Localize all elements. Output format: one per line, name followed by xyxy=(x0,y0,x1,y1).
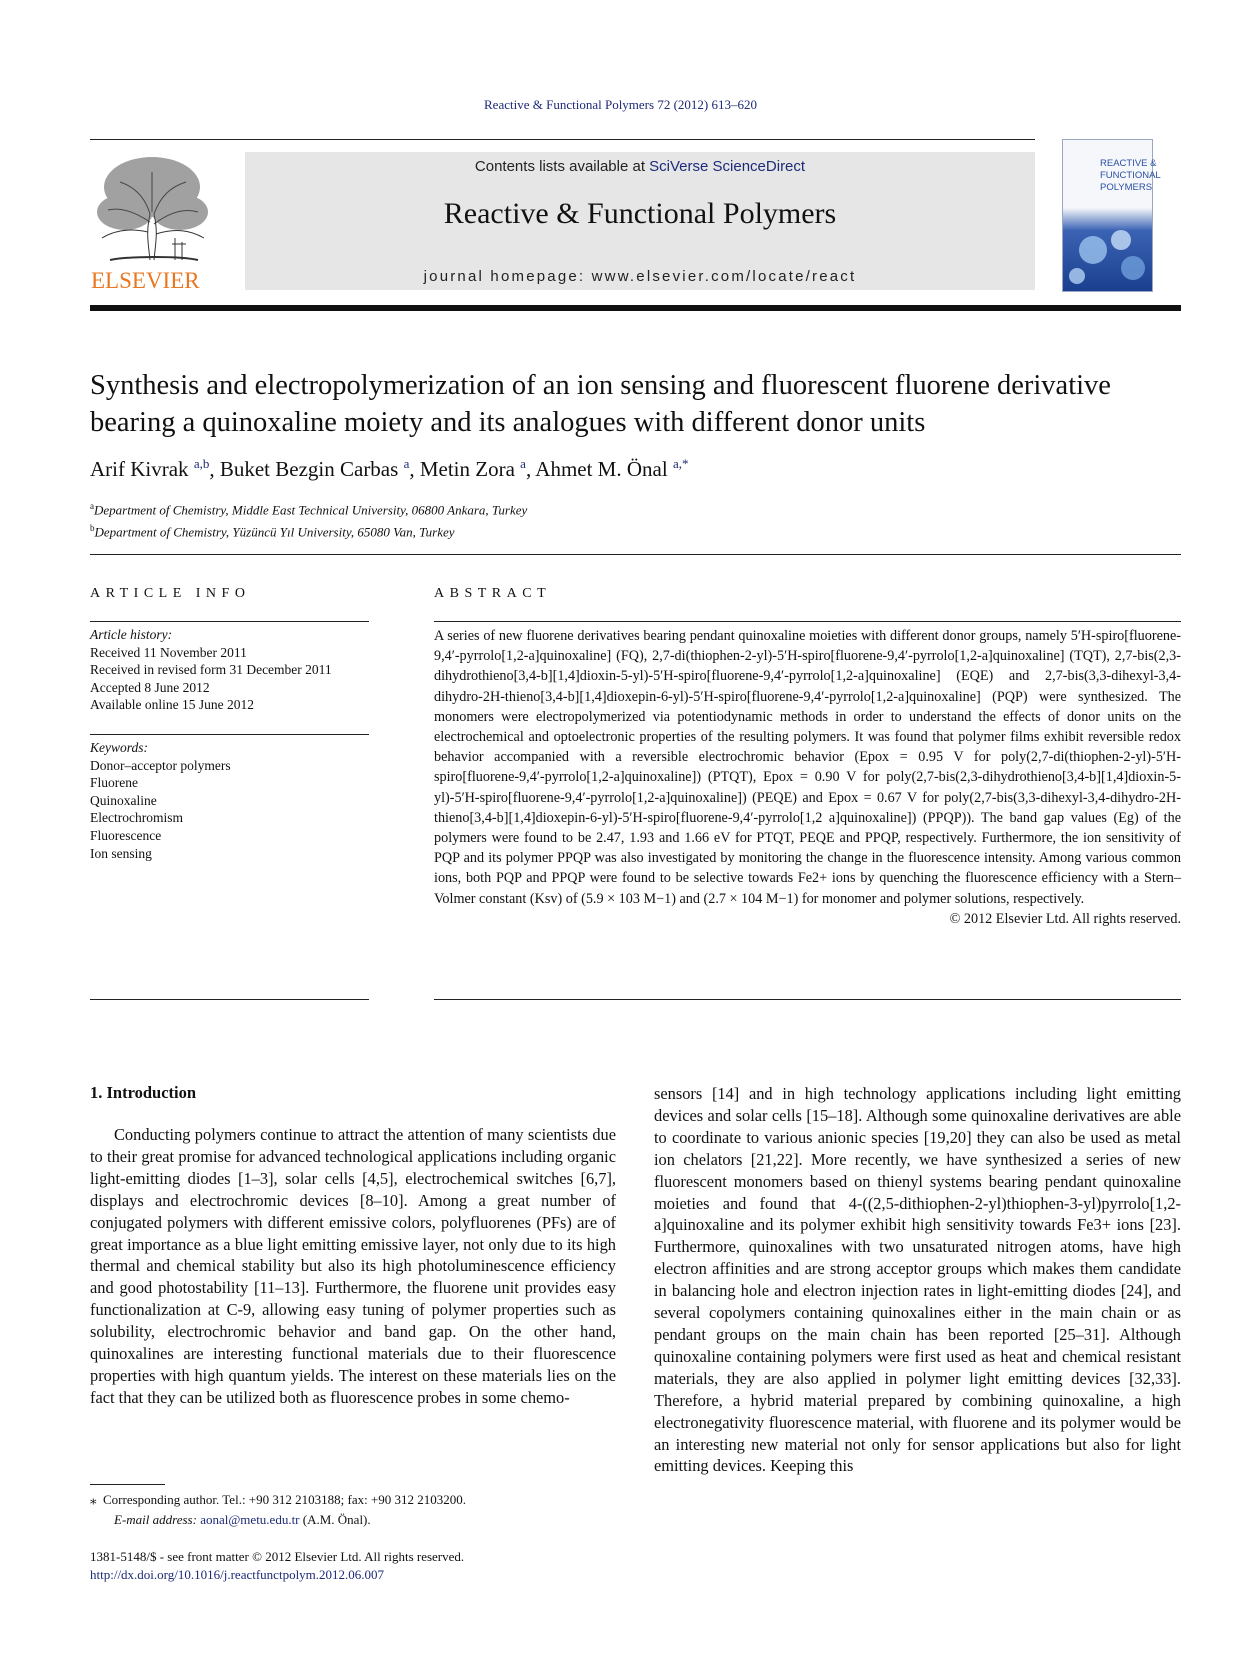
section-rule xyxy=(90,554,1181,555)
abstract-heading: ABSTRACT xyxy=(434,586,552,601)
introduction-left-column: Conducting polymers continue to attract the attention of many scientists due to their great promise for advanced technological applications including organic light-emitting diodes [1–3], solar cells [4,5], electrochemical switches [6,7], displays and electrochromic devices [8–10]. Among a great number of conjugated polymers with different emissive colors, polyfluorenes (PFs) are of great importance as a blue light emitting emissive layer, not only due to its high thermal and chemical stability but also its high photoluminescence efficiency and good photostability [11–13]. Furthermore, the fluorene unit provides easy functionalization at C-9, allowing easy tuning of polymer properties such as solubility, electrochromic behavior and band gap. On the other hand, quinoxalines are interesting functional materials due to their fluorescence properties with high quantum yields. The interest on these materials lies on the fact that they can be utilized both as fluorescence probes in some chemo- xyxy=(90,1125,616,1407)
history-item: Accepted 8 June 2012 xyxy=(90,679,210,695)
author-name: Arif Kivrak xyxy=(90,457,189,481)
sciencedirect-link[interactable]: SciVerse ScienceDirect xyxy=(649,158,806,175)
cover-title-line: REACTIVE & xyxy=(1100,158,1157,169)
cover-title-line: POLYMERS xyxy=(1100,182,1153,193)
abstract-text: A series of new fluorene derivatives bearing pendant quinoxaline moieties with different donor groups, namely 5′H-spiro[fluorene-9,4′-pyrrolo[1,2-a]quinoxaline] (FQ), 2,7-di(thiophen-2-yl)-5′H-spiro[fluorene-9,4′-pyrrolo[1,2-a]quinoxaline] (TQT), 2,7-bis(2,3-dihydrothieno[3,4-b][1,4]dioxin-5-yl)-5′H-spiro[fluorene-9,4′-pyrrolo[1,2-a]quinoxaline] (EQE) and 2,7-bis(3,3-dihexyl-3,4-dihydro-2H-thieno[3,4-b][1,4]dioxepin-6-yl)-5′H-spiro[fluorene-9,4′-pyrrolo[1,2-a]quinoxaline] (PQP) were synthesized. The monomers were electropolymerized via potentiodynamic methods in order to understand the effects of donor units on the electrochemical and optoelectronic properties of the resulting polymers. It was found that polymer films exhibit reversible redox behavior accompanied with a reversible electrochromic behavior (Epox = 0.95 V for poly(2,7-di(thiophen-2-yl)-5′H-spiro[fluorene-9,4′-pyrrolo[1,2-a]quinoxaline]) (PTQT), Epox = 0.90 V for poly(2,7-bis(2,3-dihydrothieno[3,4-b][1,4]dioxin-5-yl)-5′H-spiro[fluorene-9,4′-pyrrolo[1,2-a]quinoxaline]) (PEQE) and Epox = 0.67 V for poly(2,7-bis(3,3-dihexyl-3,4-dihydro-2H-thieno[3,4-b][1,4]dioxepin-6-yl)-5′H-spiro[fluorene-9,4′-pyrrolo[1,2 a]quinoxaline]) (PPQP)). The band gap values (Eg) of the polymers were found to be 2.47, 1.93 and 1.66 eV for PTQT, PEQE and PPQP, respectively. Furthermore, the ion sensitivity of PQP and its polymer PPQP was also investigated by monitoring the change in the fluorescence intensity. Among various common ions, both PQP and PPQP were found to be selective towards Fe2+ ions by quenching the fluorescence efficiency with a Stern–Volmer constant (Ksv) of (5.9 × 103 M−1) and (2.7 × 104 M−1) for monomer and polymer solutions, respectively. xyxy=(434,628,1181,907)
introduction-heading: 1. Introduction xyxy=(90,1083,197,1102)
cover-title-line: FUNCTIONAL xyxy=(1100,170,1161,181)
author-name: Metin Zora xyxy=(419,457,515,481)
article-title: Synthesis and electropolymerization of an ion sensing and fluorescent fluorene derivative bearing a quinoxaline moiety and its analogues with different donor units xyxy=(90,370,1111,438)
issn-line: 1381-5148/$ - see front matter © 2012 Elsevier Ltd. All rights reserved. xyxy=(90,1549,465,1564)
keyword-item: Fluorescence xyxy=(90,827,162,843)
author-name: Ahmet M. Önal xyxy=(535,457,668,481)
abstract-copyright: © 2012 Elsevier Ltd. All rights reserved. xyxy=(949,910,1181,927)
keywords xyxy=(90,739,231,862)
email-label: E-mail address: xyxy=(114,1512,197,1527)
email-link[interactable]: aonal@metu.edu.tr xyxy=(200,1512,300,1527)
author-affiliation-mark[interactable]: a xyxy=(403,456,410,471)
keyword-item: Ion sensing xyxy=(90,845,152,861)
history-label: Article history: xyxy=(90,627,173,642)
cover-bubbles-icon xyxy=(1063,210,1152,291)
footnote-text: Corresponding author. Tel.: +90 312 2103188; fax: +90 312 2103200. xyxy=(103,1492,467,1507)
keyword-item: Fluorene xyxy=(90,775,138,791)
journal-header-box xyxy=(245,152,1035,290)
history-item: Received 11 November 2011 xyxy=(90,644,247,660)
author-affiliation-mark[interactable]: a xyxy=(520,456,526,471)
elsevier-tree-icon xyxy=(90,152,215,294)
elsevier-wordmark: ELSEVIER xyxy=(91,268,200,293)
abstract-rule xyxy=(434,621,1181,622)
abstract-body xyxy=(434,626,1181,929)
article-info-heading: ARTICLE INFO xyxy=(90,586,251,601)
header-rule xyxy=(90,139,1035,140)
email-suffix: (A.M. Önal). xyxy=(302,1512,371,1527)
affiliation-item: $^a$Department of Chemistry, Middle East Technical University, 06800 Ankara, Turkey xyxy=(90,501,528,518)
keyword-item: Donor–acceptor polymers xyxy=(90,757,231,773)
keyword-item: Electrochromism xyxy=(90,810,183,826)
info-rule xyxy=(90,734,369,735)
introduction-right-column: sensors [14] and in high technology applications including light emitting devices and solar cells [15–18]. Although some quinoxaline derivatives are able to coordinate to various anionic species [19,20] they can also be used as metal ion chelators [21,22]. More recently, we have synthesized a series of new fluorescent monomers based on thienyl systems bearing pendant quinoxaline moieties and found that 4-((2,5-dithiophen-2-yl)thiophen-3-yl)pyrrolo[1,2-a]quinoxaline and its polymer exhibit high sensitivity towards Fe3+ ions [23]. Furthermore, quinoxalines with two unsaturated nitrogen atoms, have high electron affinities and are strong acceptor groups which makes them candidate in balancing hole and electron injection rates in light-emitting diodes [24], and several copolymers containing quinoxalines either in the main chain or as pendant groups on the main chain has been reported [25–31]. Although quinoxaline containing polymers were first used as heat and chemical resistant materials, they are also applied in polymer light emitting devices [32,33]. Therefore, a hybrid material prepared by combining quinoxaline, a high electronegativity fluorescence material, with fluorene and its polymer would be an interesting new material not only for sensor applications but also for light emitting devices. Keeping this xyxy=(654,1084,1181,1476)
journal-name: Reactive & Functional Polymers xyxy=(443,197,837,230)
history-item: Received in revised form 31 December 2011 xyxy=(90,662,332,678)
cover-title xyxy=(1100,158,1161,194)
article-history xyxy=(90,626,332,714)
doi-link[interactable]: http://dx.doi.org/10.1016/j.reactfunctpolym.2012.06.007 xyxy=(90,1567,385,1582)
keywords-label: Keywords: xyxy=(90,740,148,755)
journal-homepage[interactable]: journal homepage: www.elsevier.com/locate/react xyxy=(423,268,857,285)
journal-citation: Reactive & Functional Polymers 72 (2012) 613–620 xyxy=(484,97,757,112)
header-thick-rule xyxy=(90,305,1181,311)
affiliations xyxy=(90,497,527,542)
history-item: Available online 15 June 2012 xyxy=(90,697,254,713)
author-name: Buket Bezgin Carbas xyxy=(219,457,399,481)
abstract-rule xyxy=(434,999,1181,1000)
author-list: Arif Kivrak $^{a,b}$, Buket Bezgin Carbas $^a$, Metin Zora $^a$, Ahmet M. Önal $^{a,*}$ xyxy=(90,456,689,481)
elsevier-logo xyxy=(90,152,215,294)
journal-cover-image xyxy=(1062,139,1161,292)
author-affiliation-mark[interactable]: a,b xyxy=(193,456,210,471)
page-footer xyxy=(90,1548,464,1584)
info-rule xyxy=(90,621,369,622)
author-affiliation-mark[interactable]: a,* xyxy=(672,456,689,471)
contents-prefix: Contents lists available at xyxy=(474,158,650,175)
keyword-item: Quinoxaline xyxy=(90,792,157,808)
footnote-mark: ⁎ xyxy=(90,1492,97,1507)
info-rule xyxy=(90,999,369,1000)
contents-line xyxy=(245,158,1035,175)
footnote-rule xyxy=(90,1484,165,1485)
corresponding-author-footnote xyxy=(90,1490,466,1530)
affiliation-item: $^b$Department of Chemistry, Yüzüncü Yıl University, 65080 Van, Turkey xyxy=(90,523,455,540)
